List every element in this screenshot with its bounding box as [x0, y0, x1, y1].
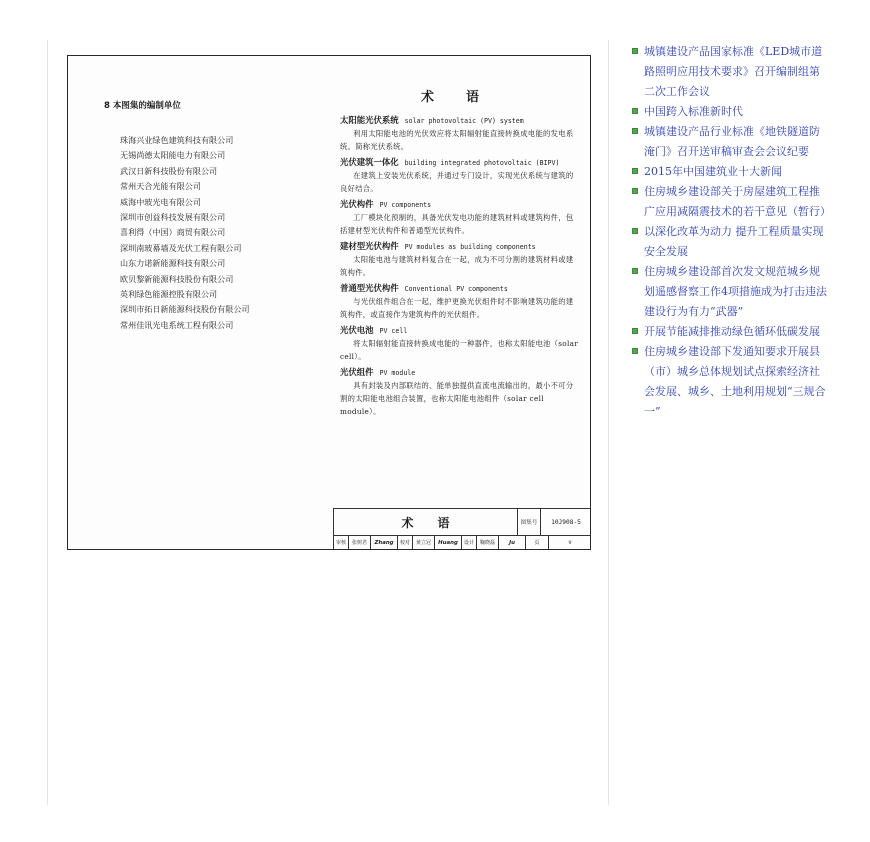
term-name: 光伏组件 [340, 367, 374, 377]
company-item: 威海中玻光电有限公司 [120, 196, 201, 207]
company-item: 武汉日新科技股份有限公司 [120, 165, 218, 176]
company-item: 喜利得（中国）商贸有限公司 [120, 227, 226, 238]
term-description: 太阳能电池与建筑材料复合在一起，成为不可分割的建筑材料或建筑构件。 [340, 255, 574, 277]
checker-name: 黄立冠 [413, 536, 435, 549]
term-name: 普通型光伏构件 [340, 283, 399, 293]
atlas-label: 图集号 [518, 509, 541, 535]
compilers-section [104, 99, 250, 333]
related-link[interactable]: 城镇建设产品行业标准《地铁隧道防淹门》召开送审稿审查会会议纪要 [644, 125, 820, 158]
related-link[interactable]: 以深化改革为动力 提升工程质量实现安全发展 [644, 225, 824, 258]
term-english: Conventional PV components [404, 285, 508, 293]
term-heading [340, 198, 580, 211]
bullet-icon [632, 188, 638, 194]
related-link-item [630, 102, 830, 122]
term-description: 在建筑上安装光伏系统，并通过专门设计，实现光伏系统与建筑的良好结合。 [340, 171, 574, 193]
term-description: 与光伏组件组合在一起，维护更换光伏组件时不影响建筑功能的建筑构件，或直接作为建筑构件的光伏组件。 [340, 297, 574, 319]
terms-section [340, 86, 580, 421]
bullet-icon [632, 228, 638, 234]
related-link-item [630, 162, 830, 182]
term-english: PV components [379, 201, 432, 209]
term-heading [340, 114, 580, 127]
bullet-icon [632, 348, 638, 354]
related-link-item [630, 42, 830, 102]
compilers-heading: 8 本图集的编制单位 [104, 101, 181, 111]
term-heading [340, 324, 580, 337]
term-entry [340, 156, 580, 195]
term-english: solar photovoltaic (PV) system [404, 117, 524, 125]
term-english: PV modules as building components [404, 243, 536, 251]
terms-list [340, 114, 580, 418]
drawing-sheet [67, 55, 591, 550]
related-link-item [630, 122, 830, 162]
company-item: 深圳市创益科技发展有限公司 [120, 212, 226, 223]
company-item: 珠海兴业绿色建筑科技有限公司 [120, 135, 234, 145]
company-item: 无锡尚德太阳能电力有限公司 [120, 150, 226, 161]
term-entry [340, 114, 580, 153]
company-item: 深圳南玻幕墙及光伏工程有限公司 [120, 242, 242, 253]
related-link[interactable]: 开展节能减排推动绿色循环低碳发展 [644, 325, 820, 338]
term-heading [340, 366, 580, 379]
atlas-number: 10J908-5 [551, 518, 581, 526]
reviewer-label: 审核 [334, 536, 349, 549]
term-entry [340, 240, 580, 279]
checker-signature: Huang [435, 536, 462, 549]
related-link[interactable]: 城镇建设产品国家标准《LED城市道路照明应用技术要求》召开编制组第二次工作会议 [644, 45, 823, 98]
term-description: 利用太阳能电池的光伏效应将太阳辐射能直接转换成电能的发电系统。简称光伏系统。 [340, 129, 574, 151]
term-english: PV cell [379, 327, 408, 335]
term-english: PV module [379, 369, 416, 377]
company-item: 山东力诺新能源科技有限公司 [120, 258, 226, 269]
reviewer-signature: Zhang [371, 536, 398, 549]
left-divider [47, 40, 48, 805]
right-divider [608, 40, 609, 805]
term-name: 建材型光伏构件 [340, 241, 399, 251]
term-heading [340, 156, 580, 169]
related-link-item [630, 182, 830, 222]
term-entry [340, 324, 580, 363]
company-item: 欧贝黎新能源科技股份有限公司 [120, 273, 234, 284]
designer-label: 设计 [462, 536, 477, 549]
title-block [333, 508, 591, 549]
term-name: 光伏建筑一体化 [340, 157, 399, 167]
title-block-title: 术语 [334, 509, 518, 535]
page-number: 9 [568, 539, 572, 546]
term-heading [340, 240, 580, 253]
company-item: 深圳市拓日新能源科技股份有限公司 [120, 304, 250, 315]
company-item: 常州天合光能有限公司 [120, 181, 201, 192]
terms-title: 术语 [420, 90, 511, 105]
term-entry [340, 366, 580, 418]
term-description: 将太阳辐射能直接转换成电能的一种器件，也称太阳能电池（solar cell）。 [340, 339, 579, 361]
term-entry [340, 198, 580, 237]
term-description: 具有封装及内部联结的、能单独提供直流电流输出的，最小不可分割的太阳能电池组合装置，也称太阳能电池组件（solar cell module）。 [340, 381, 574, 416]
related-link[interactable]: 住房城乡建设部下发通知要求开展县（市）城乡总体规划试点探索经济社会发展、城乡、土地利用规划“三规合一” [644, 345, 826, 418]
related-links-list [630, 42, 830, 422]
term-heading [340, 282, 580, 295]
related-link[interactable]: 住房城乡建设部关于房屋建筑工程推广应用减隔震技术的若干意见（暂行） [644, 185, 831, 218]
related-link-item [630, 322, 830, 342]
term-description: 工厂模块化预制的，具备光伏发电功能的建筑材料或建筑构件，包括建材型光伏构件和普通型光伏构件。 [340, 213, 574, 235]
bullet-icon [632, 48, 638, 54]
term-english: building integrated photovoltaic (BIPV) [404, 159, 560, 167]
bullet-icon [632, 168, 638, 174]
company-item: 英利绿色能源控股有限公司 [120, 289, 218, 300]
company-list [104, 133, 250, 333]
bullet-icon [632, 268, 638, 274]
related-link[interactable]: 中国跨入标准新时代 [644, 105, 743, 118]
related-link-item [630, 342, 830, 422]
bullet-icon [632, 108, 638, 114]
company-item: 常州佳讯光电系统工程有限公司 [120, 319, 234, 330]
term-name: 光伏电池 [340, 325, 374, 335]
bullet-icon [632, 328, 638, 334]
bullet-icon [632, 128, 638, 134]
term-entry [340, 282, 580, 321]
term-name: 太阳能光伏系统 [340, 115, 399, 125]
page-label: 页 [526, 536, 549, 549]
related-link-item [630, 262, 830, 322]
term-name: 光伏构件 [340, 199, 374, 209]
related-link[interactable]: 2015年中国建筑业十大新闻 [644, 165, 782, 178]
related-link[interactable]: 住房城乡建设部首次发文规范城乡规划遥感督察工作4项措施成为打击违法建设行为有力“武器” [644, 265, 827, 318]
designer-signature: Ju [499, 536, 526, 549]
reviewer-name: 张树君 [349, 536, 371, 549]
related-link-item [630, 222, 830, 262]
designer-name: 鞠晓磊 [477, 536, 499, 549]
checker-label: 校对 [398, 536, 413, 549]
